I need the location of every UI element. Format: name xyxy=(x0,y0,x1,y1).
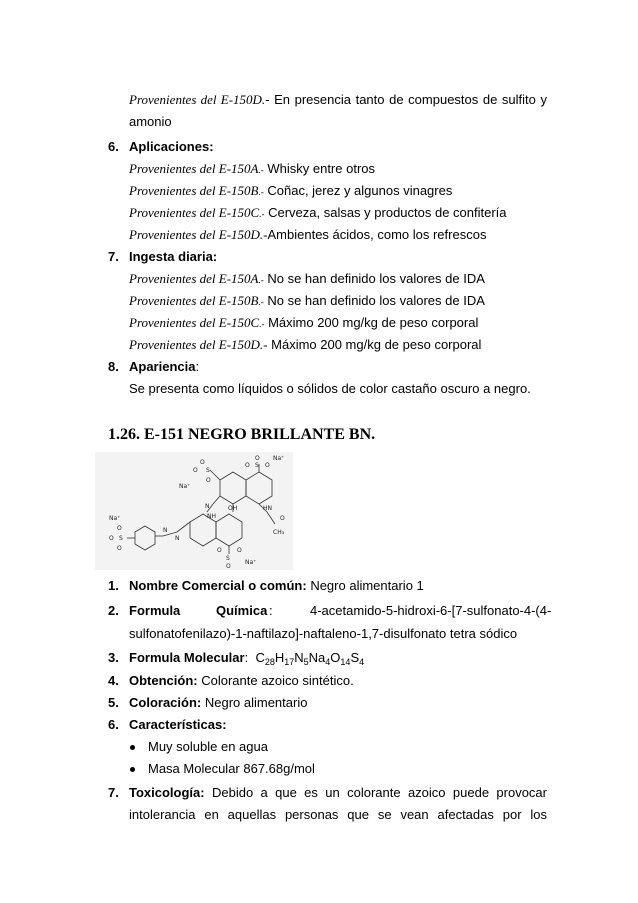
atom-label: O xyxy=(117,545,122,552)
formula-atom: C xyxy=(255,650,265,665)
item-sep: .- xyxy=(259,319,265,329)
list-item xyxy=(129,271,485,288)
apariencia-text: Se presenta como líquidos o sólidos de color castaño oscuro a negro. xyxy=(129,381,531,396)
formula-count: 14 xyxy=(340,657,351,667)
list-item xyxy=(129,227,486,243)
item-sep: .- xyxy=(259,337,268,352)
atom-label: N xyxy=(163,527,168,534)
caracteristicas: Características: xyxy=(129,717,227,732)
section-title-apariencia xyxy=(129,359,199,375)
item-continuation: amonio xyxy=(129,114,172,129)
atom-label: O xyxy=(226,563,231,570)
item-text: Máximo 200 mg/kg de peso corporal xyxy=(268,315,479,330)
item-sep: .- xyxy=(259,227,268,242)
item-label: Provenientes del E-150D. xyxy=(129,92,266,107)
chemical-structure-image xyxy=(95,452,293,570)
field-label: Coloración: xyxy=(129,695,202,710)
atom-label: O xyxy=(280,515,285,522)
list-item xyxy=(129,183,452,200)
formula-count: 4 xyxy=(359,657,365,667)
atom-label: N xyxy=(205,503,210,510)
section-title-ingesta: Ingesta diaria: xyxy=(129,249,218,264)
atom-label: O xyxy=(206,477,211,484)
field-value: 4-acetamido-5-hidroxi-6-[7-sulfonato-4-(4- xyxy=(310,603,552,618)
bullet-icon xyxy=(130,745,135,750)
item-text: Cerveza, salsas y productos de confitería xyxy=(268,205,507,220)
atom-label: Na⁺ xyxy=(273,455,285,462)
toxicologia xyxy=(129,785,547,801)
list-number: 6. xyxy=(108,717,119,732)
atom-label: O xyxy=(255,455,260,462)
item-text: Coñac, jerez y algunos vinagres xyxy=(267,183,453,198)
field-value: Negro alimentario xyxy=(201,695,308,710)
item-text: - En presencia tanto de compuestos de sulfito y xyxy=(265,92,547,107)
section-number: 7. xyxy=(108,249,119,264)
item-text: No se han definido los valores de IDA xyxy=(267,293,485,308)
item-text: Whisky entre otros xyxy=(267,161,376,176)
item-text: Ambientes ácidos, como los refrescos xyxy=(267,227,487,242)
item-label: Provenientes del E-150B xyxy=(129,293,259,308)
item-sep: .- xyxy=(258,297,264,307)
field-value: Debido a que es un colorante azoico puede provocar xyxy=(204,785,547,800)
list-number: 2. xyxy=(108,603,119,618)
field-label: Toxicología: xyxy=(129,785,205,800)
list-item xyxy=(129,315,478,332)
bullet-item: Muy soluble en agua xyxy=(148,739,268,754)
list-item xyxy=(129,293,485,310)
formula-count: 5 xyxy=(303,657,309,667)
atom-label: N xyxy=(175,535,180,542)
bullet-item: Masa Molecular 867.68g/mol xyxy=(148,761,315,776)
section-number: 6. xyxy=(108,139,119,154)
atom-label: O xyxy=(193,467,198,474)
atom-label: Na⁺ xyxy=(179,483,191,490)
field-colon: : xyxy=(269,603,273,618)
item-label: Provenientes del E-150A xyxy=(129,271,259,286)
atom-label: O xyxy=(200,459,205,466)
atom-label: O xyxy=(109,535,114,542)
item-label: Provenientes del E-150C xyxy=(129,315,260,330)
section-heading: 1.26. E-151 NEGRO BRILLANTE BN. xyxy=(108,426,376,443)
field-colon: : xyxy=(244,650,249,665)
item-sep: .- xyxy=(258,275,264,285)
atom-label: S xyxy=(226,555,230,562)
atom-label: S xyxy=(206,467,210,474)
list-number: 4. xyxy=(108,673,119,688)
title-colon: : xyxy=(195,359,200,374)
atom-label: O xyxy=(237,547,242,554)
field-label: Formula xyxy=(129,603,181,618)
section-title-aplicaciones: Aplicaciones: xyxy=(129,139,214,154)
formula-atom: N xyxy=(294,650,304,665)
formula-atom: S xyxy=(350,650,360,665)
atom-label: Na⁺ xyxy=(245,559,257,566)
atom-label: O xyxy=(245,462,250,469)
atom-label: O xyxy=(217,547,222,554)
formula-atom: O xyxy=(330,650,341,665)
obtencion xyxy=(129,673,354,689)
atom-label: S xyxy=(119,535,123,542)
list-item xyxy=(129,205,507,222)
item-sep: .- xyxy=(258,165,264,175)
formula-quimica xyxy=(129,603,552,619)
item-label: Provenientes del E-150D xyxy=(129,337,260,352)
list-number: 7. xyxy=(108,785,119,800)
item-sep: .- xyxy=(258,187,264,197)
item-sep: .- xyxy=(259,209,265,219)
field-label-2: Química xyxy=(216,603,268,618)
atom-label: Na⁺ xyxy=(109,515,121,522)
atom-label: NH xyxy=(207,513,216,520)
item-text: No se han definido los valores de IDA xyxy=(267,271,485,286)
list-number: 1. xyxy=(108,578,119,593)
atom-label: HN xyxy=(263,505,272,512)
formula-atom: H xyxy=(274,650,285,665)
formula-count: 17 xyxy=(284,657,295,667)
field-label: Formula Molecular xyxy=(129,650,245,665)
field-value: Colorante azoico sintético. xyxy=(197,673,354,688)
item-label: Provenientes del E-150B xyxy=(129,183,259,198)
atom-label: S xyxy=(255,462,259,469)
field-label: Obtención: xyxy=(129,673,198,688)
coloracion xyxy=(129,695,307,711)
formula-count: 4 xyxy=(325,657,331,667)
bullet-icon xyxy=(130,767,135,772)
item-label: Provenientes del E-150D xyxy=(129,227,260,242)
atom-label: O xyxy=(117,525,122,532)
formula-molecular xyxy=(129,650,364,670)
title-text: Apariencia xyxy=(129,359,196,374)
formula-quimica-cont: sulfonatofenilazo)-1-naftilazo]-naftaleno-1,7-disulfonato tetra sódico xyxy=(129,626,518,641)
item-text: Máximo 200 mg/kg de peso corporal xyxy=(271,337,482,352)
item-label: Provenientes del E-150C xyxy=(129,205,260,220)
nombre-comercial xyxy=(129,578,424,594)
item-label: Provenientes del E-150A xyxy=(129,161,259,176)
list-number: 3. xyxy=(108,650,119,665)
formula-count: 28 xyxy=(264,657,275,667)
list-item xyxy=(129,337,481,353)
list-item xyxy=(129,161,375,178)
section-number: 8. xyxy=(108,359,119,374)
atom-label: OH xyxy=(228,505,238,512)
structure-svg xyxy=(95,452,293,570)
item-e150d-origin xyxy=(129,92,547,108)
toxicologia-cont: intolerancia en aquellas personas que se vean afectadas por los xyxy=(129,807,547,822)
atom-label: O xyxy=(265,462,270,469)
formula-atom: Na xyxy=(308,650,326,665)
list-number: 5. xyxy=(108,695,119,710)
atom-label: CH₃ xyxy=(273,529,285,536)
field-value: Negro alimentario 1 xyxy=(306,578,424,593)
field-label: Nombre Comercial o común: xyxy=(129,578,307,593)
